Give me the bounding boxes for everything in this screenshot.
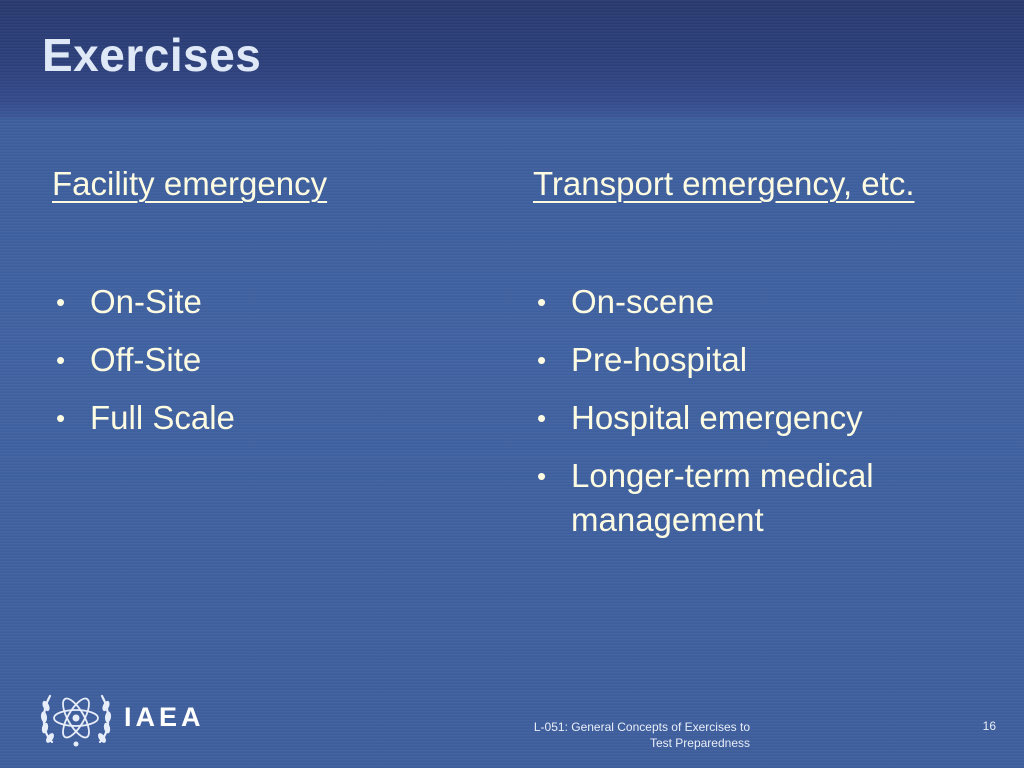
list-item-text: Off-Site xyxy=(90,341,202,378)
left-column-heading: Facility emergency xyxy=(52,165,328,202)
right-column xyxy=(533,162,1003,542)
list-item xyxy=(533,331,1003,389)
bullet-icon: • xyxy=(56,403,66,433)
iaea-logo xyxy=(38,684,238,754)
list-item xyxy=(52,331,472,389)
bullet-icon: • xyxy=(56,345,66,375)
list-item-text: Hospital emergency xyxy=(571,399,863,436)
bullet-icon: • xyxy=(537,461,547,491)
course-title xyxy=(430,719,750,751)
list-item xyxy=(52,389,472,447)
list-item-text: On-scene xyxy=(571,283,715,320)
list-item xyxy=(533,389,1003,447)
right-bullet-list xyxy=(533,273,1003,542)
list-item xyxy=(533,447,1003,542)
list-item-text: Pre-hospital xyxy=(571,341,748,378)
list-item-text: Longer-term medical management xyxy=(571,457,874,538)
list-item xyxy=(52,273,472,331)
list-item xyxy=(533,273,1003,331)
bullet-icon: • xyxy=(537,403,547,433)
iaea-emblem-icon xyxy=(38,684,116,754)
left-column xyxy=(52,162,472,447)
right-column-heading: Transport emergency, etc. xyxy=(533,165,915,202)
list-item-text: On-Site xyxy=(90,283,202,320)
bullet-icon: • xyxy=(537,287,547,317)
left-bullet-list xyxy=(52,273,472,447)
bullet-icon: • xyxy=(56,287,66,317)
slide-title: Exercises xyxy=(42,29,262,81)
course-title-line-2: Test Preparedness xyxy=(649,736,750,750)
list-item-text: Full Scale xyxy=(90,399,235,436)
title-bar xyxy=(0,0,1024,118)
bullet-icon: • xyxy=(537,345,547,375)
course-title-line-1: L-051: General Concepts of Exercises to xyxy=(533,720,750,734)
logo-text: IAEA xyxy=(124,702,205,732)
page-number: 16 xyxy=(982,719,996,733)
